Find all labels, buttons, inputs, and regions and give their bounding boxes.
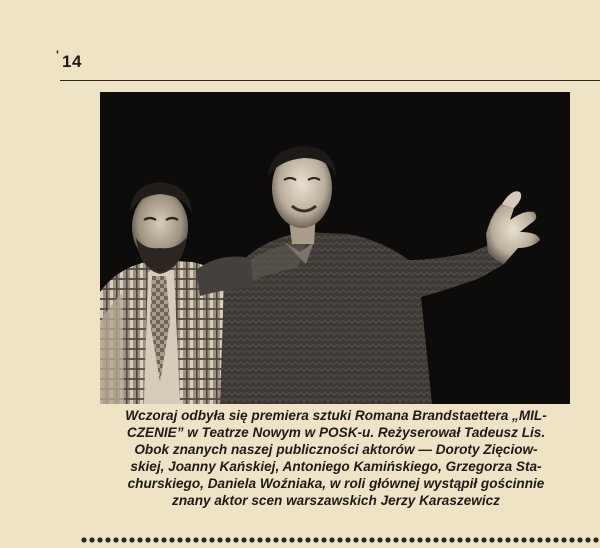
news-photograph [100,92,570,404]
page-number [56,48,82,72]
photo-caption [76,407,596,509]
header-rule [60,80,600,81]
dotted-divider [80,536,600,544]
page-number-text: 14 [62,52,82,71]
caption-line: churskiego, Daniela Woźniaka, w roli głównej wystąpił gościnnie [127,476,545,491]
caption-line: CZENIE” w Teatrze Nowym w POSK-u. Reżyserował Tadeusz Lis. [126,425,546,440]
caption-line: skiej, Joanny Kańskiej, Antoniego Kamińskiego, Grzegorza Sta- [130,459,542,474]
caption-line: Obok znanych naszej publiczności aktorów — Doroty Zięciow- [134,442,538,457]
caption-line: Wczoraj odbyła się premiera sztuki Romana Brandstaettera „MIL- [125,408,547,423]
photograph-illustration [100,92,570,404]
caption-line: znany aktor scen warszawskich Jerzy Karaszewicz [172,493,500,508]
page-number-mark: ' [56,48,60,62]
